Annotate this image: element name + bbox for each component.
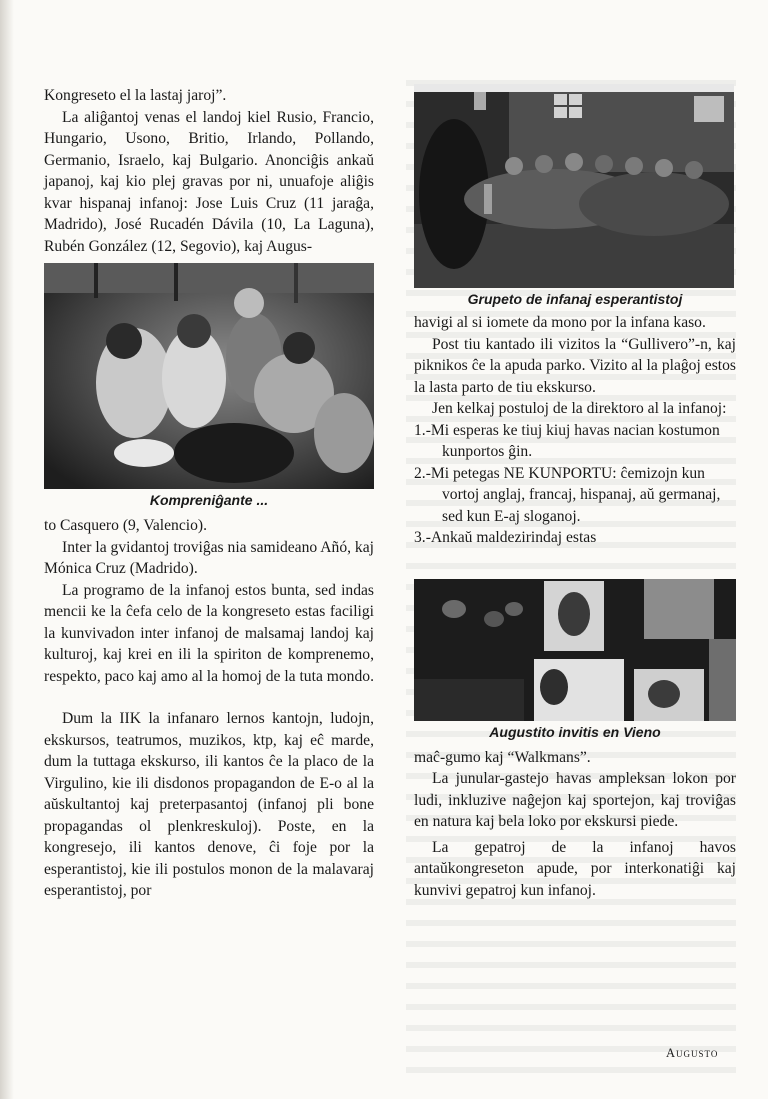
requirements-list: [414, 420, 736, 549]
photo-image: [414, 579, 736, 721]
left-column: [44, 85, 374, 902]
paragraph: Dum la IIK la infanaro lernos kantojn, ludojn, ekskursos, teatrumos, muzikos, ktp, kaj eĉ marde, dum la tuttaga ekskurso, ili kantos ĉe la placo de la Virgulino, kie ili disdonos propagandon de E-o al la aŭskultantoj kaj preterpasantoj (infanoj pli bone propagandas ol plenkreskuloj). Poste, en la kongresejo, ili kantos denove, ĉi foje por la esperantistoj, kie ili postulos monon de la malavaraj esperantistoj, por: [44, 710, 374, 899]
paragraph: Inter la gvidantoj troviĝas nia samideano Añó, kaj Mónica Cruz (Madrido).: [44, 538, 374, 577]
list-item: 3.-Ankaŭ maldezirindaj estas: [414, 529, 597, 546]
paragraph: to Casquero (9, Valencio).: [44, 517, 207, 534]
photo-caption: Grupeto de infanaj esperantistoj: [467, 291, 683, 307]
photo-augustito-vienna: [414, 579, 736, 721]
photo-image: [414, 84, 734, 288]
photo-figure: [44, 263, 374, 509]
photo-group-of-children: [414, 84, 734, 288]
list-item: 1.-Mi esperas ke tiuj kiuj havas nacian kostumon kunportos ĝin.: [414, 421, 720, 460]
paragraph: Post tiu kantado ili vizitos la “Gullivero”-n, kaj piknikos ĉe la apuda parko. Vizito al la plaĝoj estos la lasta parto de tiu ekskurso.: [414, 335, 736, 396]
page-edge-shadow: [0, 0, 14, 1099]
photo-image: [44, 263, 374, 489]
photo-caption: Kompreniĝante ...: [149, 492, 269, 508]
paragraph: La junular-gastejo havas ampleksan lokon por ludi, inkluzive naĝejon kaj sportejon, kaj troviĝas en natura kaj bela loko por ekskursi piede.: [414, 770, 736, 830]
right-column: [414, 84, 736, 901]
author-signature: Augusto: [666, 1046, 719, 1060]
paragraph: La gepatroj de la infanoj havos antaŭkongreseton apude, por interkonatiĝi kaj kunvivi gepatroj kun infanoj.: [414, 838, 736, 899]
list-item: 2.-Mi petegas NE KUNPORTU: ĉemizojn kun vortoj anglaj, francaj, hispanaj, aŭ germanaj, sed kun E-aj sloganoj.: [414, 464, 721, 525]
paragraph: Jen kelkaj postuloj de la direktoro al la infanoj:: [432, 400, 727, 417]
paragraph: La aliĝantoj venas el landoj kiel Rusio, Francio, Hungario, Usono, Britio, Irlando, Pollando, Germanio, Israelo, kaj Bulgario. Anonciĝis ankaŭ japanoj, kaj kio plej gravas por ni, unuafoje aliĝis kvar hispanaj infanoj: Jose Luis Cruz (11 jaraĝa, Madrido), José Rucadén Dávila (10, La Laguna), Rubén González (12, Segovio), kaj Augus-: [44, 108, 374, 255]
photo-figure: [414, 579, 736, 741]
photo-children-sitting: [44, 263, 374, 489]
paragraph: havigi al si iomete da mono por la infana kaso.: [414, 314, 706, 331]
paragraph: maĉ-gumo kaj “Walkmans”.: [414, 748, 591, 766]
photo-figure: [414, 84, 736, 308]
paragraph: Kongreseto el la lastaj jaroj”.: [44, 87, 227, 104]
paragraph: La programo de la infanoj estos bunta, sed indas mencii ke la ĉefa celo de la kongreseto estas faciligi la kunvivadon inter infanoj de malsamaj landoj kaj kulturoj, kaj krei en ili la spiriton de komprenemo, respekto, paco kaj amo al la homoj de la tuta mondo.: [44, 581, 374, 685]
photo-caption: Augustito invitis en Vieno: [489, 723, 661, 740]
